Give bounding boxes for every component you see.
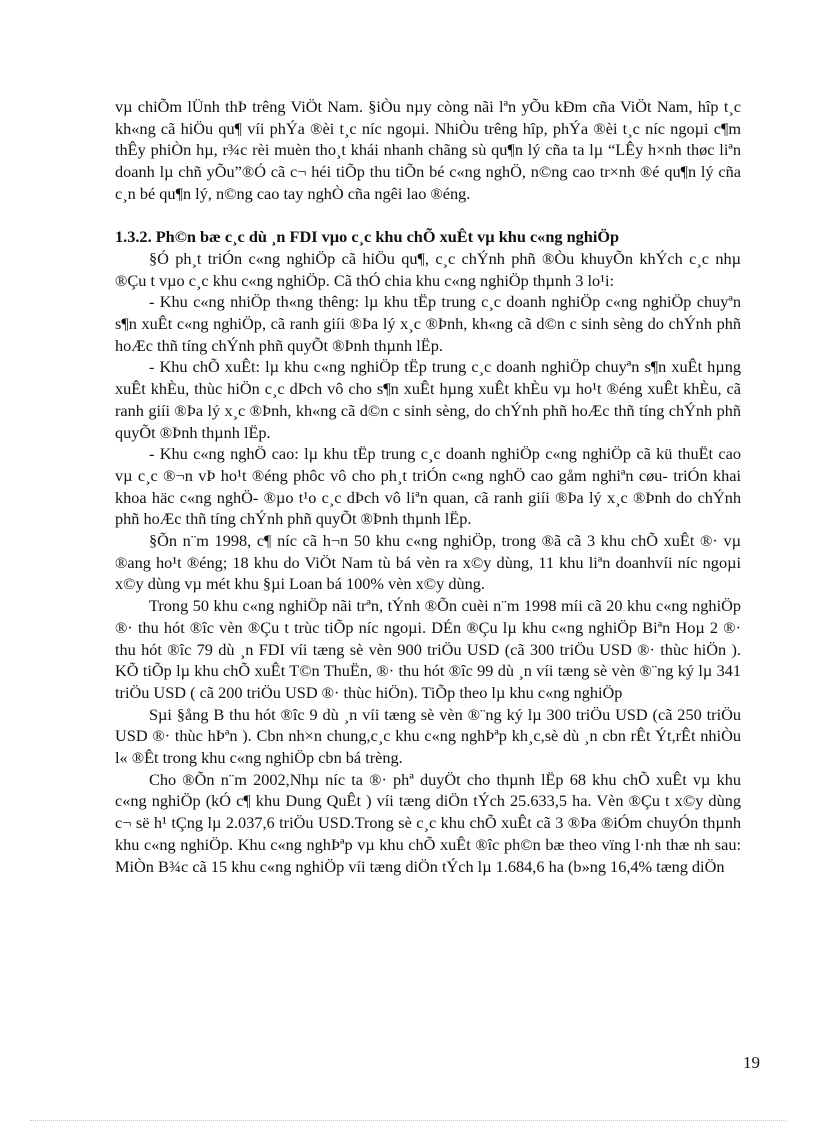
body-paragraph: Sµi §ång B thu hót ®îc 9 dù ¸n víi tæng sè vèn ®¨ng ký lµ 300 triÖu USD (cã 250 triÖu USD ®· thùc hÞªn ). Cbn nh×n chung,c¸c khu c«ng nghÞªp kh¸c,sè dù ¸n cbn rÊt Ýt,rÊt nhiÒu l« ®Êt trong khu c«ng nghiÖp cbn bá trèng. (115, 704, 741, 768)
body-paragraph: Cho ®Õn n¨m 2002,Nhµ níc ta ®· phª duyÖt cho thµnh lËp 68 khu chÕ xuÊt vµ khu c«ng nghiÖp (kÓ c¶ khu Dung QuÊt ) víi tæng diÖn tÝch 25.633,5 ha. Vèn ®Çu t x©y dùng c¬ së h¹ tÇng lµ 2.037,6 triÖu USD.Trong sè c¸c khu chÕ xuÊt cã 3 ®Þa ®iÓm chuyÓn thµnh khu c«ng nghiÖp. Khu c«ng nghÞªp vµ khu chÕ xuÊt ®îc ph©n bæ theo vïng l·nh thæ nh sau: MiÒn B¾c cã 15 khu c«ng nghiÖp víi tæng diÖn tÝch lµ 1.684,6 ha (b»ng 16,4% tæng diÖn (115, 769, 741, 876)
list-item-paragraph: - Khu chÕ xuÊt: lµ khu c«ng nghiÖp tËp trung c¸c doanh nghiÖp chuyªn s¶n xuÊt hµng xuÊt khÈu, thùc hiÖn c¸c dÞch vô cho s¶n xuÊt hµng xuÊt khÈu vµ ho¹t ®éng xuÊt khÈu, cã ranh giíi ®Þa lý x¸c ®Þnh, kh«ng cã d©n c sinh sèng, do chÝnh phñ hoÆc thñ tíng chÝnh phñ quyÕt ®Þnh thµnh lËp. (115, 357, 741, 442)
body-paragraph: vµ chiÕm lÜnh thÞ trêng ViÖt Nam. §iÒu nµy còng nãi lªn yÕu kÐm cña ViÖt Nam, hîp t¸c kh«ng cã hiÖu qu¶ víi phÝa ®èi t¸c níc ngoµi. NhiÒu trêng hîp, phÝa ®èi t¸c níc ngoµi c¶m thÊy phiÒn hµ, r¾c rèi muèn tho¸t khái nhanh chãng sù qu¶n lý cña ta lµ “LÊy h×nh thøc liªn doanh lµ chñ yÕu”®Ó cã c¬ héi tiÕp thu tiÕn bé c«ng nghÖ, n©ng cao tr×nh ®é qu¶n lý cña c¸n bé qu¶n lý, n©ng cao tay nghÒ cña ngêi lao ®éng. (115, 97, 741, 203)
page-body (115, 96, 741, 877)
body-paragraph: Trong 50 khu c«ng nghiÖp nãi trªn, tÝnh ®Õn cuèi n¨m 1998 míi cã 20 khu c«ng nghiÖp ®· thu hót ®îc vèn ®Çu t trùc tiÕp níc ngoµi. DÉn ®Çu lµ khu c«ng nghiÖp Biªn Hoµ 2 ®· thu hót ®îc 79 dù ¸n FDI víi tæng sè vèn 900 triÖu USD (cã 300 triÖu USD ®· thùc hiÖn ). KÕ tiÕp lµ khu chÕ xuÊt T©n ThuËn, ®· thu hót ®îc 99 dù ¸n víi tæng sè vèn ®¨ng ký lµ 341 triÖu USD ( cã 200 triÖu USD ®· thùc hiÖn). TiÕp theo lµ khu c«ng nghiÖp (115, 596, 741, 702)
body-paragraph: §Õn n¨m 1998, c¶ níc cã h¬n 50 khu c«ng nghiÖp, trong ®ã cã 3 khu chÕ xuÊt ®· vµ ®ang ho¹t ®éng; 18 khu do ViÖt Nam tù bá vèn ra x©y dùng, 11 khu liªn doanhvíi níc ngoµi x©y dùng vµ mét khu §µi Loan bá 100% vèn x©y dùng. (115, 531, 741, 594)
body-paragraph: §Ó ph¸t triÓn c«ng nghiÖp cã hiÖu qu¶, c¸c chÝnh phñ ®Òu khuyÕn khÝch c¸c nhµ ®Çu t vµo c¸c khu c«ng nghiÖp. Cã thÓ chia khu c«ng nghiÖp thµnh 3 lo¹i: (115, 248, 741, 290)
page-bottom-divider (30, 1120, 786, 1121)
list-item-paragraph: - Khu c«ng nhiÖp th«ng thêng: lµ khu tËp trung c¸c doanh nghiÖp c«ng nghiÖp chuyªn s¶n xuÊt c«ng nghiÖp, cã ranh giíi ®Þa lý x¸c ®Þnh, kh«ng cã d©n c sinh sèng do chÝnh phñ hoÆc thñ tíng chÝnh phñ quyÕt ®Þnh thµnh lËp. (115, 292, 741, 355)
paragraph-spacer (115, 205, 741, 227)
list-item-paragraph: - Khu c«ng nghÖ cao: lµ khu tËp trung c¸c doanh nghiÖp c«ng nghiÖp cã kü thuËt cao vµ c¸c ®¬n vÞ ho¹t ®éng phôc vô cho ph¸t triÓn c«ng nghÖ cao gåm nghiªn cøu- triÓn khai khoa häc c«ng nghÖ- ®µo t¹o c¸c dÞch vô liªn quan, cã ranh giíi ®Þa lý x¸c ®Þnh do chÝnh phñ hoÆc thñ tíng chÝnh phñ quyÕt ®Þnh thµnh lËp. (115, 444, 741, 529)
section-heading: 1.3.2. Ph©n bæ c¸c dù ¸n FDI vµo c¸c khu chÕ xuÊt vµ khu c«ng nghiÖp (115, 227, 620, 247)
page-number: 19 (743, 1053, 760, 1072)
